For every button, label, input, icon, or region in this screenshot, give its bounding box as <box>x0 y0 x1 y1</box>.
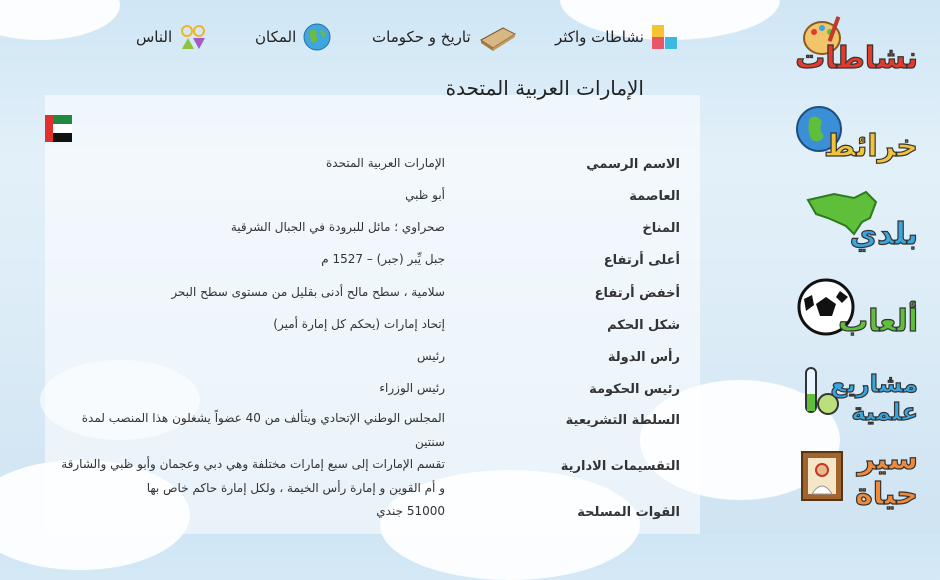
nav-history[interactable] <box>372 20 517 54</box>
row-value: صحراوي ؛ مائل للبرودة في الجبال الشرقية <box>230 220 445 234</box>
table-row <box>60 452 680 500</box>
nav-activities-label: نشاطات واكثر <box>555 28 644 46</box>
sidebar-item-games[interactable] <box>800 275 918 347</box>
sidebar <box>780 0 940 534</box>
row-key: أخفض أرتفاع <box>594 286 680 301</box>
row-value: سلامية ، سطح مالح أدنى بقليل من مستوى سطح البحر <box>171 285 445 299</box>
row-key: السلطة التشريعية <box>565 413 680 428</box>
globe-icon <box>302 22 332 52</box>
nav-activities[interactable] <box>555 20 680 54</box>
table-row <box>60 219 680 249</box>
uae-flag-icon <box>45 115 72 142</box>
nav-people-label: الناس <box>136 28 173 46</box>
row-key: الاسم الرسمي <box>586 157 680 172</box>
row-value: رئيس الوزراء <box>379 381 445 395</box>
sidebar-label-games: ألعاب <box>838 304 918 339</box>
shapes-icon <box>178 23 208 51</box>
row-key: شكل الحكم <box>607 318 680 333</box>
sidebar-item-science[interactable] <box>800 362 918 434</box>
blocks-icon <box>650 23 680 51</box>
row-key: القوات المسلحة <box>577 505 680 520</box>
sidebar-item-my-country[interactable] <box>800 188 918 260</box>
sidebar-label-activities: نشاطات <box>795 41 918 76</box>
sidebar-label-science: مشاريع علمية <box>830 370 918 426</box>
book-icon <box>477 22 517 52</box>
table-row <box>60 316 680 346</box>
sidebar-item-biography[interactable] <box>800 442 918 520</box>
row-value: أبو ظبي <box>405 188 445 202</box>
row-key: أعلى أرتفاع <box>603 253 680 268</box>
nav-place-label: المكان <box>255 28 297 46</box>
row-value: المجلس الوطني الإتحادي ويتألف من 40 عضواً يشغلون هذا المنصب لمدة سنتين <box>81 411 445 449</box>
row-key: رأس الدولة <box>607 350 680 365</box>
sidebar-item-activities[interactable] <box>795 12 918 84</box>
table-row <box>60 251 680 281</box>
row-value: 51000 جندي <box>376 504 445 518</box>
page-title: الإمارات العربية المتحدة <box>445 76 644 100</box>
nav-place[interactable] <box>255 20 332 54</box>
row-key: رئيس الحكومة <box>589 382 680 397</box>
table-row <box>60 155 680 185</box>
row-value: جبل يِّبر (جبر) – 1527 م <box>321 252 445 266</box>
row-value: إتحاد إمارات (يحكم كل إمارة أمير) <box>273 317 445 331</box>
row-value: رئيس <box>416 349 445 363</box>
table-row <box>60 406 680 454</box>
table-row <box>60 348 680 378</box>
nav-history-label: تاريخ و حكومات <box>372 28 471 46</box>
row-key: العاصمة <box>629 189 680 204</box>
table-row <box>60 284 680 314</box>
sidebar-label-my-country: بلدي <box>849 217 918 252</box>
row-value: تقسم الإمارات إلى سبع إمارات مختلفة وهي دبي وعجمان وأبو ظبي والشارقة و أم القوين و إمارة رأس الخيمة ، ولكل إمارة حاكم خاص بها <box>61 457 445 495</box>
sidebar-label-biography: سير حياة <box>855 442 918 512</box>
table-row <box>60 503 680 533</box>
top-navigation <box>0 0 780 72</box>
row-value: الإمارات العربية المتحدة <box>326 156 445 170</box>
table-row <box>60 187 680 217</box>
sidebar-label-maps: خرائط <box>824 129 918 164</box>
nav-people[interactable] <box>136 20 208 54</box>
row-key: المناخ <box>642 221 680 236</box>
sidebar-item-maps[interactable] <box>800 100 918 172</box>
row-key: التقسيمات الادارية <box>560 459 680 474</box>
